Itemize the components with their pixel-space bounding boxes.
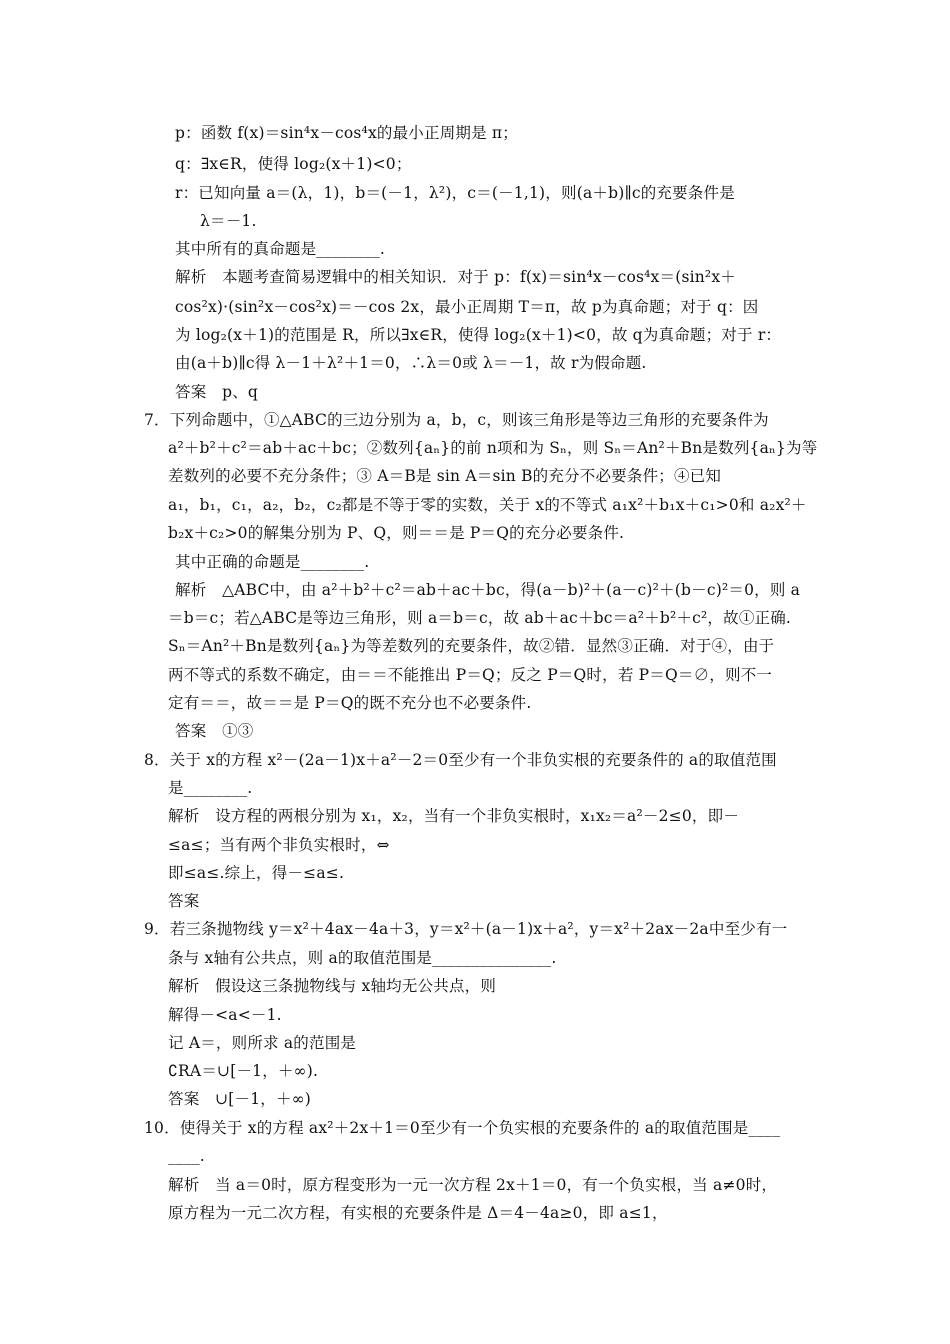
answer-line: 答案 ∪[－1，＋∞)	[168, 1090, 312, 1108]
text-line: ＝b＝c；若△ABC是等边三角形，则 a＝b＝c，故 ab＋ac＋bc＝a²＋b²＋c²，故①正确.	[168, 609, 792, 627]
text-line: 其中正确的命题是________.	[175, 553, 370, 571]
text-line: 解析 当 a＝0时，原方程变形为一元一次方程 2x＋1＝0，有一个负实根，当 a≠0时，	[168, 1176, 778, 1194]
text-line: 为 log₂(x＋1)的范围是 R，所以∃x∈R，使得 log₂(x＋1)<0，故 q为真命题；对于 r：	[175, 326, 782, 344]
question-10-line: 10．使得关于 x的方程 ax²＋2x＋1＝0至少有一个负实根的充要条件的 a的取值范围是____	[144, 1119, 781, 1137]
text-line: 记 A＝，则所求 a的范围是	[168, 1034, 357, 1052]
text-line: 即≤a≤.综上，得－≤a≤.	[168, 864, 345, 882]
text-line: ≤a≤；当有两个非负实根时，⇔	[168, 836, 390, 854]
text-line: 其中所有的真命题是________.	[175, 240, 386, 258]
text-line: 由(a＋b)∥c得 λ－1＋λ²＋1＝0，∴λ＝0或 λ＝－1，故 r为假命题.	[175, 354, 647, 372]
question-8-line: 8．关于 x的方程 x²－(2a－1)x＋a²－2＝0至少有一个非负实根的充要条件的 a的取值范围	[144, 751, 777, 769]
text-line: a₁，b₁，c₁，a₂，b₂，c₂都是不等于零的实数，关于 x的不等式 a₁x²＋b₁x＋c₁>0和 a₂x²＋	[168, 496, 807, 514]
answer-line: 答案 p、q	[175, 383, 259, 401]
text-line: 定有＝＝，故＝＝是 P＝Q的既不充分也不必要条件.	[168, 694, 532, 712]
text-line: 两不等式的系数不确定，由＝＝不能推出 P＝Q；反之 P＝Q时，若 P＝Q＝∅，则不一	[168, 666, 773, 684]
text-line: cos²x)·(sin²x－cos²x)＝－cos 2x，最小正周期 T＝π，故 p为真命题；对于 q：因	[175, 298, 759, 316]
question-7-line: 7．下列命题中，①△ABC的三边分别为 a，b，c，则该三角形是等边三角形的充要条件为	[144, 411, 769, 429]
answer-line: 答案 ①③	[175, 722, 254, 740]
text-line: 解析 本题考查简易逻辑中的相关知识．对于 p：f(x)＝sin⁴x－cos⁴x＝(sin²x＋	[175, 268, 736, 286]
text-line: 原方程为一元二次方程，有实根的充要条件是 Δ＝4－4a≥0，即 a≤1，	[168, 1204, 668, 1222]
text-line: 条与 x轴有公共点，则 a的取值范围是_______________.	[168, 949, 557, 967]
text-line: 差数列的必要不充分条件；③ A＝B是 sin A＝sin B的充分不必要条件；④已知	[168, 467, 722, 485]
text-line: 解析 设方程的两根分别为 x₁，x₂，当有一个非负实根时，x₁x₂＝a²－2≤0，即－	[168, 807, 740, 825]
question-9-line: 9．若三条抛物线 y＝x²＋4ax－4a＋3，y＝x²＋(a－1)x＋a²，y＝x²＋2ax－2a中至少有一	[144, 920, 788, 938]
text-line: ∁RA＝∪[－1，＋∞).	[168, 1062, 319, 1080]
text-line: 解析 △ABC中，由 a²＋b²＋c²＝ab＋ac＋bc，得(a－b)²＋(a－c)²＋(b－c)²＝0，则 a	[175, 581, 801, 599]
text-line: r：已知向量 a＝(λ，1)，b＝(－1，λ²)，c＝(－1,1)，则(a＋b)∥c的充要条件是	[175, 184, 735, 202]
text-line: p：函数 f(x)＝sin⁴x－cos⁴x的最小正周期是 π；	[175, 124, 519, 142]
text-line: 是________.	[168, 779, 253, 797]
text-line: q：∃x∈R，使得 log₂(x＋1)<0；	[175, 155, 412, 173]
text-line: b₂x＋c₂>0的解集分别为 P、Q，则＝＝是 P＝Q的充分必要条件.	[168, 524, 625, 542]
text-line: λ＝－1.	[200, 212, 257, 230]
answer-line: 答案	[168, 892, 200, 910]
text-line: 解析 假设这三条抛物线与 x轴均无公共点，则	[168, 977, 497, 995]
text-line: a²＋b²＋c²＝ab＋ac＋bc；②数列{aₙ}的前 n项和为 Sₙ，则 Sₙ＝An²＋Bn是数列{aₙ}为等	[168, 439, 818, 457]
text-line: 解得－<a<－1.	[168, 1006, 282, 1024]
text-line: Sₙ＝An²＋Bn是数列{aₙ}为等差数列的充要条件，故②错．显然③正确．对于④，由于	[168, 637, 775, 655]
text-line: ____.	[168, 1147, 205, 1165]
